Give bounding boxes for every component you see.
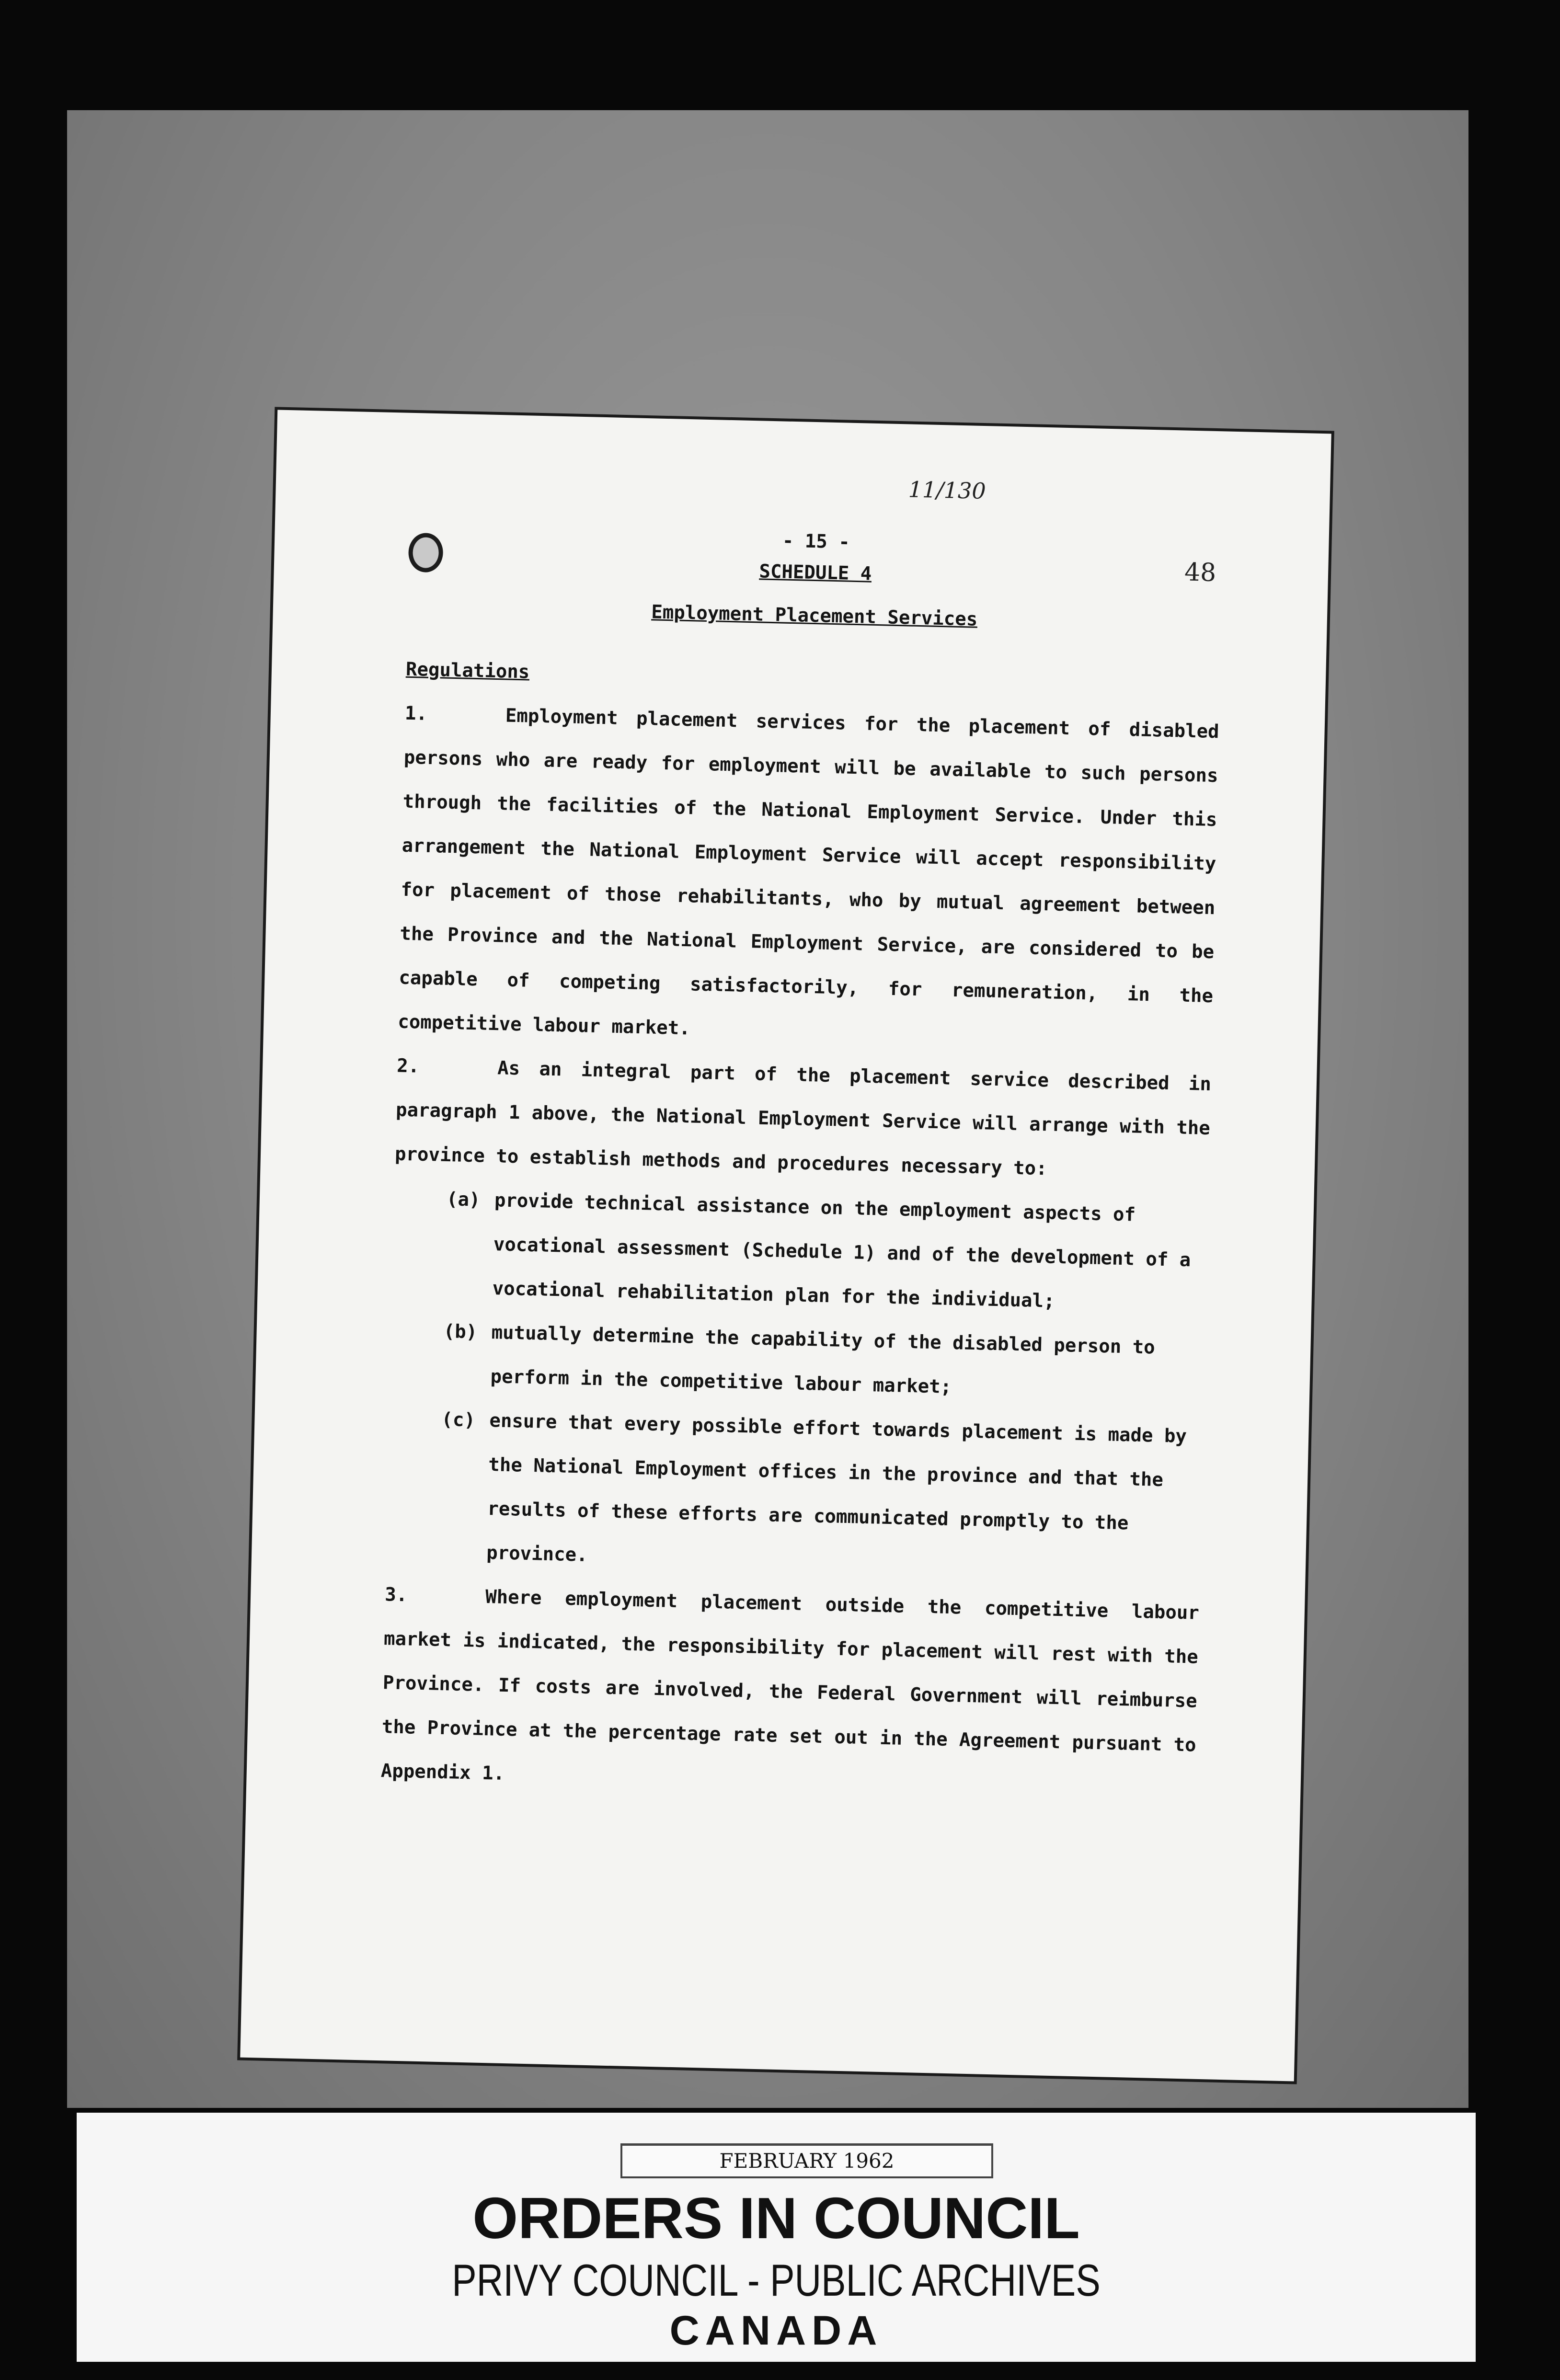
footer-subtitle: PRIVY COUNCIL - PUBLIC ARCHIVES [452, 2255, 1101, 2305]
sub-item-text: mutually determine the capability of the disabled person to perform in the competitive labour market; [490, 1322, 1156, 1398]
paragraph-number: 3. [384, 1584, 408, 1606]
folio-number: 48 [1184, 558, 1216, 588]
sub-item-label: (c) [441, 1408, 476, 1431]
sub-item-text: provide technical assistance on the employment aspects of vocational assessment (Schedule 1) and of the development of a vocational rehabilitation plan for the individual; [492, 1190, 1191, 1312]
sub-item-a [391, 1176, 1209, 1327]
sub-item-c [385, 1396, 1204, 1591]
document-page [240, 410, 1331, 2081]
paragraph-2 [394, 1044, 1212, 1194]
archive-number: 11/130 [908, 476, 986, 504]
paragraph-number: 2. [396, 1055, 420, 1077]
paragraph-1 [397, 692, 1219, 1063]
schedule-heading: SCHEDULE 4 [758, 561, 872, 585]
section-heading: Regulations [405, 658, 530, 683]
sub-item-label: (b) [443, 1320, 478, 1343]
footer-country: CANADA [669, 2308, 883, 2354]
sub-item-text: ensure that every possible effort towards placement is made by the National Employment offices in the province and that the results of these efforts are communicated promptly to the province. [486, 1410, 1187, 1566]
paragraph-text: Employment placement services for the placement of disabled persons who are ready for employment will be available to such persons through the facilities of the National Employment Service. Under this arrangement the National Employment Service will accept responsibility for placement of those rehabilitants, who by mutual agreement between the Province and the National Employment Service, are considered to be capable of competing satisfactorily, for remuneration, in the competitive labour market. [397, 705, 1220, 1040]
document-content [380, 446, 1225, 1812]
paragraph-text: Where employment placement outside the competitive labour market is indicated, the responsibility for placement will rest with the Province. If costs are involved, the Federal Government will reimburse the Province at the percentage rate set out in the Agreement pursuant to Appendix 1. [380, 1586, 1200, 1785]
document-title: Employment Placement Services [651, 601, 978, 630]
date-label: FEBRUARY 1962 [620, 2143, 993, 2178]
paragraph-text: As an integral part of the placement service described in paragraph 1 above, the National Employment Service will arrange with the province to establish methods and procedures necessary to: [394, 1057, 1212, 1180]
paragraph-number: 1. [404, 702, 428, 725]
sub-item-label: (a) [446, 1188, 481, 1211]
archive-footer [77, 2113, 1476, 2362]
page-number: - 15 - [782, 530, 850, 553]
footer-title: ORDERS IN COUNCIL [472, 2185, 1080, 2251]
paragraph-3 [380, 1573, 1200, 1811]
